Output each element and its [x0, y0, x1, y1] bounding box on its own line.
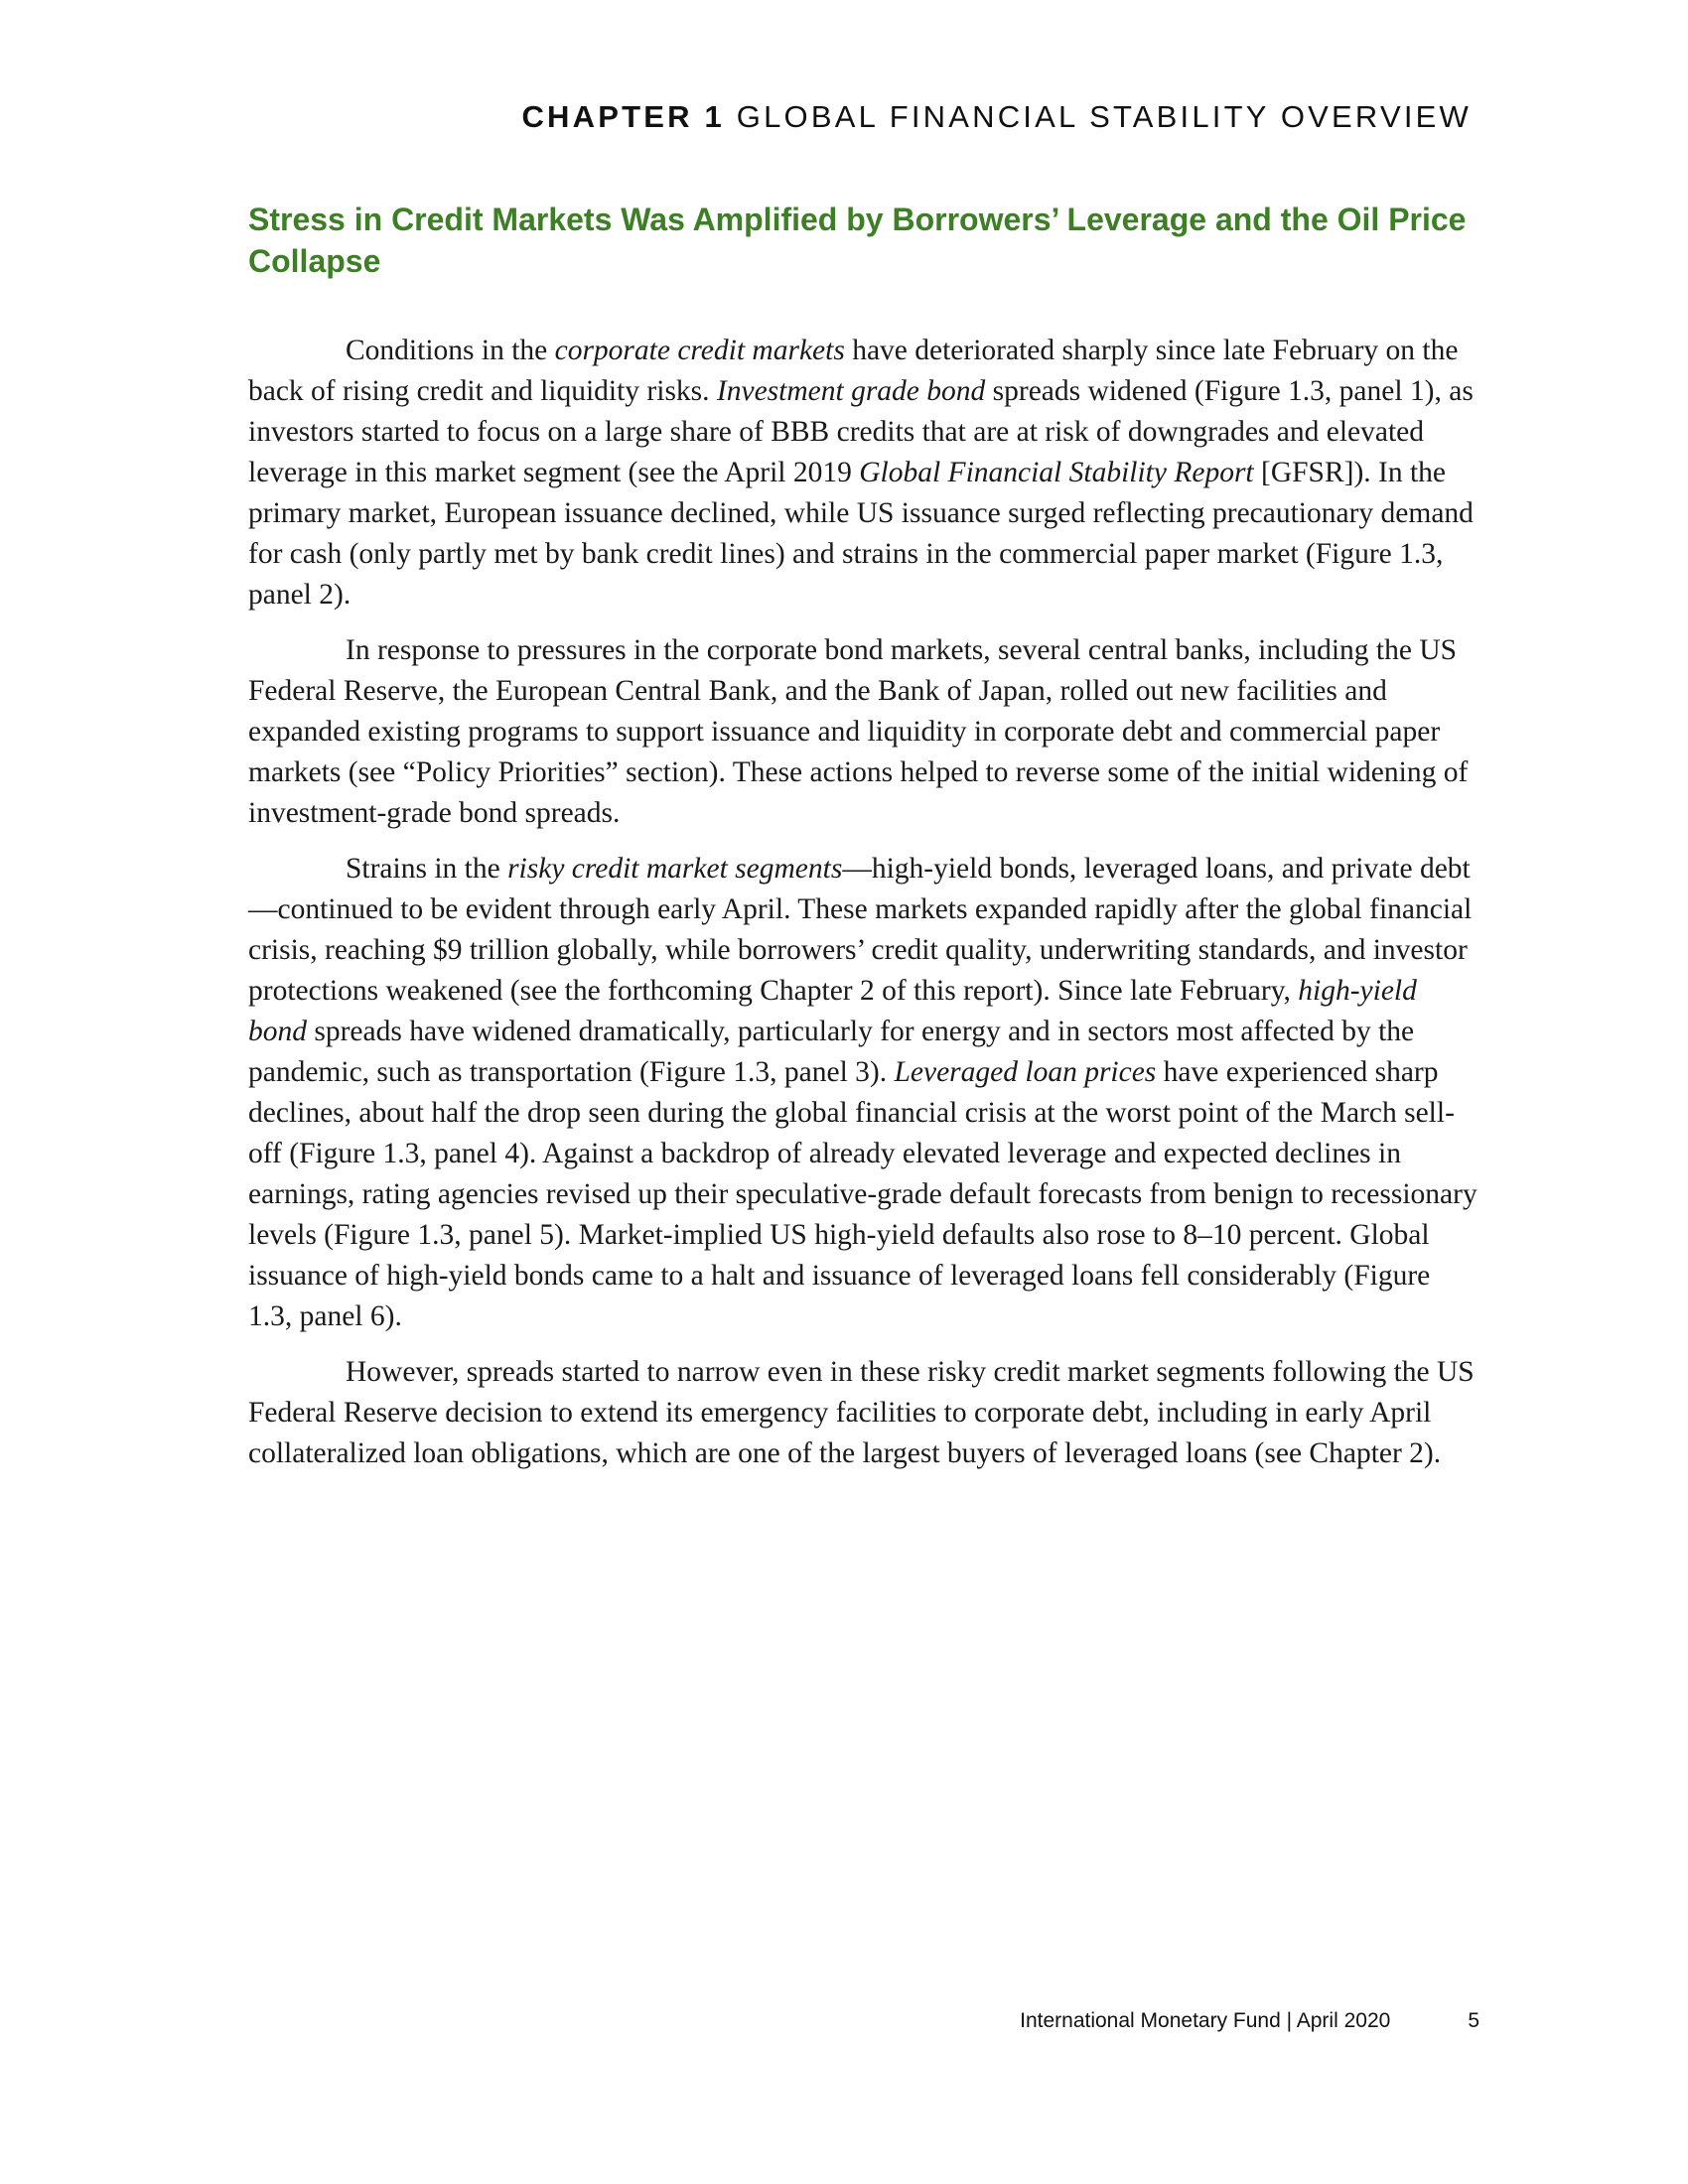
report-title: Global Financial Stability Report [859, 457, 1254, 488]
text-run: have deteriorated sharply since late February on the back of rising credit and liquidity risks. [248, 335, 1459, 407]
chapter-title: GLOBAL FINANCIAL STABILITY OVERVIEW [736, 99, 1472, 134]
page-footer [1020, 2009, 1479, 2033]
emphasis-term: Leveraged loan prices [894, 1056, 1157, 1088]
running-header [248, 99, 1472, 135]
footer-publisher: International Monetary Fund | April 2020 [1020, 2009, 1391, 2032]
emphasis-term: risky credit market segments [507, 853, 843, 885]
chapter-label: CHAPTER 1 [521, 99, 725, 134]
paragraph-3 [248, 849, 1479, 1337]
text-run: spreads widened (Figure 1.3, panel 1), as investors started to focus on a large share of BBB credits that are at risk of downgrades and elevated leverage in this market segment (see the April 2019 [248, 375, 1474, 488]
emphasis-term: Investment grade bond [716, 375, 986, 407]
emphasis-term: high-yield bond [248, 975, 1417, 1047]
emphasis-term: corporate credit markets [554, 335, 845, 366]
text-run: have experienced sharp declines, about half the drop seen during the global financial crisis at the worst point of the March sell-off (Figure 1.3, panel 4). Against a backdrop of already elevated leverage and expected declines in earnings, rating agencies revised up their speculative-grade default forecasts from benign to recessionary levels (Figure 1.3, panel 5). Market-implied US high-yield defaults also rose to 8–10 percent. Global issuance of high-yield bonds came to a halt and issuance of leveraged loans fell considerably (Figure 1.3, panel 6). [248, 1056, 1477, 1332]
paragraph-4: However, spreads started to narrow even in these risky credit market segments following the US Federal Reserve decision to extend its emergency facilities to corporate debt, including in early April collateralized loan obligations, which are one of the largest buyers of leveraged loans (see Chapter 2). [248, 1356, 1475, 1469]
paragraph-2: In response to pressures in the corporate bond markets, several central banks, including the US Federal Reserve, the European Central Bank, and the Bank of Japan, rolled out new facilities and expanded existing programs to support issuance and liquidity in corporate debt and commercial paper markets (see “Policy Priorities” section). These actions helped to reverse some of the initial widening of investment-grade bond spreads. [248, 634, 1469, 829]
page-number: 5 [1468, 2009, 1479, 2032]
text-run: Strains in the [346, 853, 508, 885]
text-run: spreads have widened dramatically, particularly for energy and in sectors most affected by the pandemic, such as transportation (Figure 1.3, panel 3). [248, 1016, 1415, 1088]
body-text [248, 331, 1479, 1489]
section-title: Stress in Credit Markets Was Amplified by Borrowers’ Leverage and the Oil Price Collapse [248, 202, 1467, 279]
paragraph-1 [248, 331, 1479, 615]
text-run: Conditions in the [346, 335, 555, 366]
text-run: —high-yield bonds, leveraged loans, and private debt—continued to be evident through early April. These markets expanded rapidly after the global financial crisis, reaching $9 trillion globally, while borrowers’ credit quality, underwriting standards, and investor protections weakened (see the forthcoming Chapter 2 of this report). Since late February, [248, 853, 1473, 1007]
text-run: [GFSR]). In the primary market, European issuance declined, while US issuance surged reflecting precautionary demand for cash (only partly met by bank credit lines) and strains in the commercial paper market (Figure 1.3, panel 2). [248, 457, 1474, 611]
